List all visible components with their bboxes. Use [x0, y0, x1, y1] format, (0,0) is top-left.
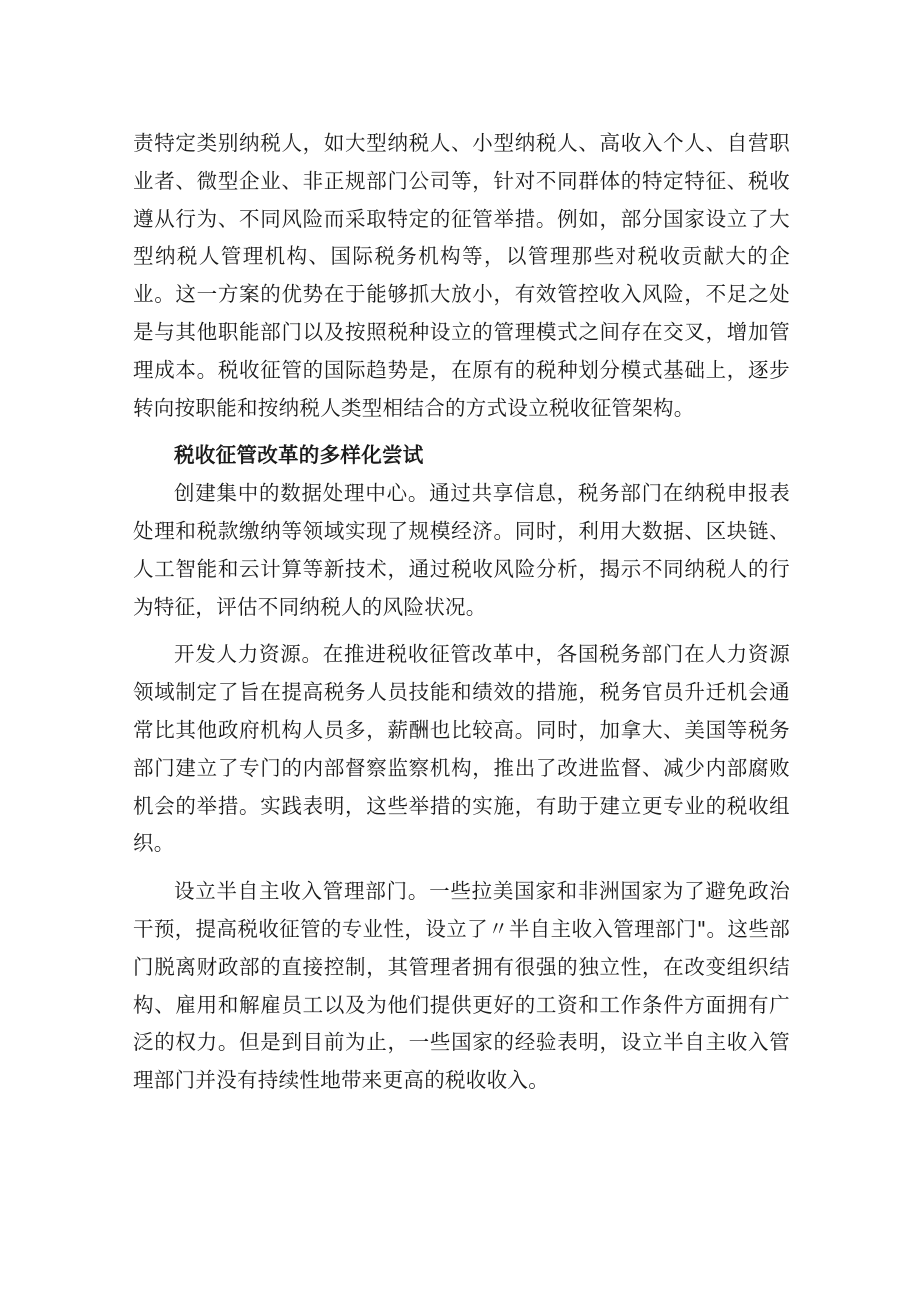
paragraph-human-resources: 开发人力资源。在推进税收征管改革中，各国税务部门在人力资源领域制定了旨在提高税务人员技能和绩效的措施，税务官员升迁机会通常比其他政府机构人员多，薪酬也比较高。同时，加拿大、美国等税务部门建立了专门的内部督察监察机构，推出了改进监督、减少内部腐败机会的举措。实践表明，这些举措的实施，有助于建立更专业的税收组织。 [133, 642, 790, 856]
document-body [133, 125, 790, 1100]
section-heading: 税收征管改革的多样化尝试 [174, 443, 424, 468]
paragraph-semi-autonomous: 设立半自主收入管理部门。一些拉美国家和非洲国家为了避免政治干预，提高税收征管的专业性，设立了〃半自主收入管理部门"。这些部门脱离财政部的直接控制，其管理者拥有很强的独立性，在改变组织结构、雇用和解雇员工以及为他们提供更好的工资和工作条件方面拥有广泛的权力。但是到目前为止，一些国家的经验表明，设立半自主收入管理部门并没有持续性地带来更高的税收收入。 [133, 879, 790, 1093]
paragraph-data-center: 创建集中的数据处理中心。通过共享信息，税务部门在纳税申报表处理和税款缴纳等领域实现了规模经济。同时，利用大数据、区块链、人工智能和云计算等新技术，通过税收风险分析，揭示不同纳税人的行为特征，评估不同纳税人的风险状况。 [133, 481, 790, 619]
paragraph-continued: 责特定类别纳税人，如大型纳税人、小型纳税人、高收入个人、自营职业者、微型企业、非正规部门公司等，针对不同群体的特定特征、税收遵从行为、不同风险而采取特定的征管举措。例如，部分国家设立了大型纳税人管理机构、国际税务机构等，以管理那些对税收贡献大的企业。这一方案的优势在于能够抓大放小，有效管控收入风险，不足之处是与其他职能部门以及按照税种设立的管理模式之间存在交叉，增加管理成本。税收征管的国际趋势是，在原有的税种划分模式基础上，逐步转向按职能和按纳税人类型相结合的方式设立税收征管架构。 [133, 131, 790, 420]
